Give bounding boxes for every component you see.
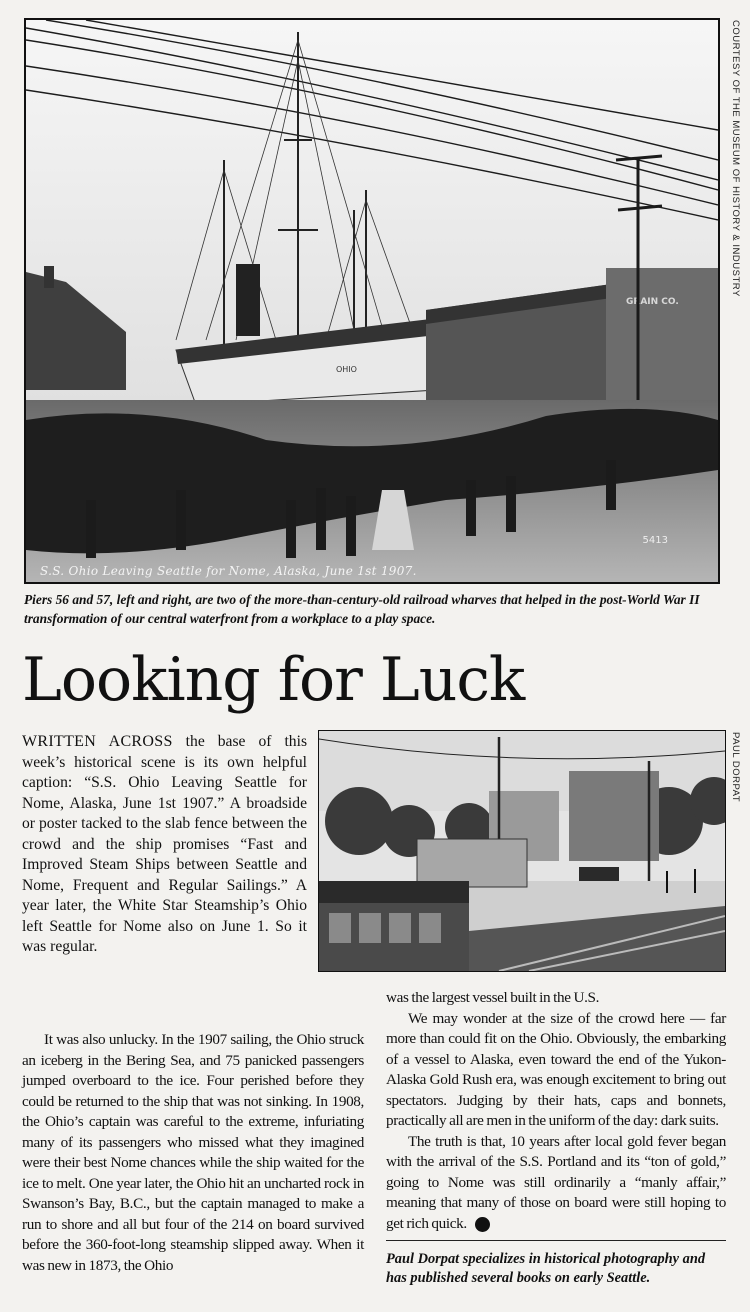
lead-in: WRITTEN ACROSS: [22, 733, 173, 750]
paragraph-1-text: the base of this week’s historical scene is its own helpful caption: “S.S. Ohio Leaving Seattle for Nome, Alaska, June 1st 1907.” A broadside or poster tacked to the slab fence between the crowd and the ship promises “Fast and Improved Steam Ships between Seattle and Nome, Frequent and Regular Sailings.” A year later, the White Star Steamship’s Ohio left Seattle for Nome also on June 1. So it was regular.: [22, 733, 308, 955]
plate-number: 5413: [642, 535, 668, 546]
end-mark-icon: P: [475, 1217, 490, 1232]
article-paragraph-2-end: was the largest vessel built in the U.S.: [386, 989, 600, 1006]
article-column-left-top: [22, 732, 307, 958]
article-paragraph-3: We may wonder at the size of the crowd here — far more than could fit on the Ohio. Obviously, the embarking of a vessel to Alaska, even toward the end of the Yukon-Alaska Gold Rush era, was enough excitement to bring out spectators. Judging by their hats, caps and bonnets, practically all are men in the uniform of the day: dark suits.: [386, 1009, 726, 1129]
modern-photo-drawing: [319, 731, 725, 971]
bio-divider: [386, 1240, 726, 1241]
headline: Looking for Luck: [22, 645, 525, 715]
modern-photo: [318, 730, 726, 972]
historical-photo: [24, 18, 720, 584]
photo-inscription: S.S. Ohio Leaving Seattle for Nome, Alaska, June 1st 1907.: [40, 564, 417, 578]
article-paragraph-4: [386, 1132, 726, 1235]
photo-credit-museum: COURTESY OF THE MUSEUM OF HISTORY & INDUSTRY: [730, 20, 741, 297]
paragraph-4-text: The truth is that, 10 years after local gold fever began with the arrival of the S.S. Portland and its “ton of gold,” going to Nome was still ordinarily a “manly affair,” meaning that many of those on board were still hoping to get rich quick.: [386, 1132, 726, 1232]
article-paragraph-2: It was also unlucky. In the 1907 sailing, the Ohio struck an iceberg in the Bering Sea, and 75 panicked passengers jumped overboard to the ice. Four perished before they could be returned to the ship that was not sinking. In 1908, the Ohio’s captain was careful to the extreme, infuriating many of its passengers who missed what they imagined were their best Nome chances while the ship waited for the ice to melt. One year later, the Ohio hit an uncharted rock in Swanson’s Bay, B.C., but the captain managed to make a run to shore and all but four of the 214 on board survived before the 360-foot-long steamship slipped away. When it was new in 1873, the Ohio: [22, 1031, 364, 1274]
hull-name: OHIO: [336, 365, 357, 374]
photo-caption: Piers 56 and 57, left and right, are two of the more-than-century-old railroad wharves that helped in the post-World War II transformation of our central waterfront from a workplace to a play space.: [24, 592, 700, 626]
historical-photo-drawing: [26, 20, 718, 582]
article-paragraph-1: [22, 732, 307, 958]
article-column-right: [386, 988, 726, 1234]
photo-credit-dorpat: PAUL DORPAT: [730, 732, 741, 803]
building-sign: GRAIN CO.: [626, 297, 679, 307]
author-bio: Paul Dorpat specializes in historical photography and has published several books on early Seattle.: [386, 1251, 706, 1286]
article-column-left-bottom: [22, 1030, 364, 1276]
